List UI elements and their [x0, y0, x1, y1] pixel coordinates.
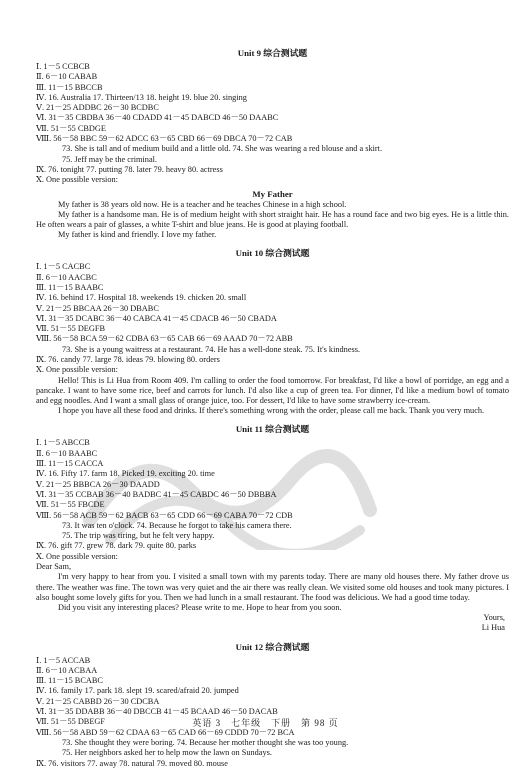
letter-sign-off: Yours,	[483, 613, 505, 623]
answer-line: 73. She is tall and of medium build and a little old. 74. She was wearing a red blouse and a skirt.	[62, 144, 383, 154]
answer-line: Ⅶ. 51－55 FBCDE	[36, 500, 105, 510]
answer-line: Ⅳ. 16. Australia 17. Thirteen/13 18. height 19. blue 20. singing	[36, 92, 247, 102]
answer-line: Ⅵ. 31－35 DCABC 36－40 CABCA 41－45 CDACB 46－50 CBADA	[36, 313, 277, 323]
essay-paragraph: My father is a handsome man. He is of medium height with short straight hair. He has a round face and two big eyes. He is a little thin. He often wears a pair of glasses, a white T-shirt and blue jeans. He is good at playing football.	[36, 209, 509, 229]
answer-line: Ⅸ. 76. visitors 77. away 78. natural 79. moved 80. mouse	[36, 758, 228, 768]
essay-paragraph: I'm very happy to hear from you. I visited a small town with my parents today. There are many old houses there. My father drove us there. The weather was fine. The town was very quiet and the air there was really clean. We visited some old houses and took many pictures. I also bought some lovely gifts for you. Then we had lunch in a small restaurant. The food was delicious. We had a good time today.	[36, 572, 509, 602]
answer-line: Ⅵ. 31－35 CCBAB 36－40 BADBC 41－45 CABDC 46－50 DBBBA	[36, 489, 277, 499]
answer-line: Ⅳ. 16. Fifty 17. farm 18. Picked 19. exciting 20. time	[36, 469, 215, 479]
unit12-answers	[36, 656, 509, 769]
answer-line: Ⅴ. 21－25 BBBCA 26－30 DAADD	[36, 479, 160, 489]
letter-signature: Li Hua	[481, 623, 505, 633]
letter-greeting: Dear Sam,	[36, 562, 72, 572]
answer-line: Ⅰ. 1－5 ABCCB	[36, 438, 90, 448]
essay-paragraph: My father is 38 years old now. He is a teacher and he teaches Chinese in a high school.	[58, 199, 347, 209]
essay-paragraph: Did you visit any interesting places? Please write to me. Hope to hear from you soon.	[58, 602, 342, 612]
watermark-graphic	[80, 430, 380, 550]
unit11-essay	[36, 572, 509, 633]
page-footer: 英语 3 七年级 下册 第 98 页	[192, 718, 339, 728]
answer-line: Ⅶ. 51－55 DBEGF	[36, 717, 106, 727]
unit10-answers	[36, 262, 509, 375]
answer-line: Ⅱ. 6－10 BAABC	[36, 448, 98, 458]
answer-line: Ⅶ. 51－55 DEGFB	[36, 324, 106, 334]
answer-line: Ⅰ. 1－5 ACCAB	[36, 655, 91, 665]
answer-line: Ⅰ. 1－5 CACBC	[36, 262, 91, 272]
answer-line: Ⅷ. 56－58 ABD 59－62 CDAA 63－65 CAD 66－69 CDDD 70－72 BCA	[36, 727, 295, 737]
answer-line: Ⅴ. 21－25 BBCAA 26－30 DBABC	[36, 303, 159, 313]
answer-line: Ⅸ. 76. candy 77. large 78. ideas 79. blowing 80. orders	[36, 355, 220, 365]
answer-line: Ⅴ. 21－25 CABBD 26－30 CDCBA	[36, 696, 160, 706]
answer-line: Ⅴ. 21－25 ADDBC 26－30 BCDBC	[36, 103, 159, 113]
answer-line: Ⅱ. 6－10 CABAB	[36, 72, 98, 82]
answer-line: Ⅹ. One possible version:	[36, 551, 118, 561]
answer-line: Ⅳ. 16. family 17. park 18. slept 19. scared/afraid 20. jumped	[36, 686, 239, 696]
essay-paragraph: I hope you have all these food and drinks. If there's something wrong with the order, please call me back. Thank you very much.	[58, 406, 485, 416]
answer-line: Ⅵ. 31－35 DDABB 36－40 DBCCB 41－45 BCAAD 46－50 DACAB	[36, 707, 278, 717]
essay-paragraph: Hello! This is Li Hua from Room 409. I'm calling to order the food tomorrow. For breakfast, I'd like a bowl of porridge, an egg and a pancake. I want to have some rice, beef and carrots for lunch. I'd also like a cup of green tea. For dinner, I'd like a medium bowl of tomato and egg noodles. And I want a small glass of orange juice, too. For dessert, I'd like to have some strawberry ice-cream.	[36, 375, 509, 406]
answer-line: Ⅵ. 31－35 CBDBA 36－40 CDADD 41－45 DABCD 46－50 DAABC	[36, 113, 279, 123]
unit11-title: Unit 11 综合测试题	[235, 424, 310, 435]
answer-line: Ⅲ. 11－15 BAABC	[36, 282, 104, 292]
answer-line: 73. It was ten o'clock. 74. Because he forgot to take his camera there.	[62, 520, 292, 530]
answer-line: Ⅶ. 51－55 CBDGE	[36, 123, 106, 133]
answer-line: Ⅲ. 11－15 CACCA	[36, 459, 104, 469]
answer-line: Ⅳ. 16. behind 17. Hospital 18. weekends 19. chicken 20. small	[36, 293, 247, 303]
answer-line: Ⅷ. 56－58 BBC 59－62 ADCC 63－65 CBD 66－69 DBCA 70－72 CAB	[36, 134, 293, 144]
answer-line: Ⅷ. 56－58 BCA 59－62 CDBA 63－65 CAB 66－69 AAAD 70－72 ABB	[36, 334, 293, 344]
essay-paragraph: My father is kind and friendly. I love my father.	[58, 230, 217, 240]
answer-line: Ⅹ. One possible version:	[36, 365, 118, 375]
unit10-essay	[36, 376, 509, 417]
unit12-title: Unit 12 综合测试题	[235, 641, 310, 652]
essay-title: My Father	[252, 188, 293, 199]
answer-line: 75. The trip was tiring, but he felt very happy.	[62, 531, 215, 541]
answer-line: Ⅸ. 76. gift 77. grew 78. dark 79. quite 80. parks	[36, 541, 197, 551]
answer-line: Ⅲ. 11－15 BCABC	[36, 676, 103, 686]
unit10-title: Unit 10 综合测试题	[235, 248, 310, 259]
answer-line: 75. Jeff may be the criminal.	[62, 154, 158, 164]
answer-line: Ⅲ. 11－15 BBCCB	[36, 82, 103, 92]
answer-line: Ⅱ. 6－10 ACBAA	[36, 665, 98, 675]
answer-line: 75. Her neighbors asked her to help mow the lawn on Sundays.	[62, 748, 272, 758]
answer-line: 73. She thought they were boring. 74. Because her mother thought she was too young.	[62, 737, 349, 747]
answer-line: Ⅰ. 1－5 CCBCB	[36, 62, 90, 71]
unit9-title: Unit 9 综合测试题	[237, 48, 308, 58]
answer-line: Ⅹ. One possible version:	[36, 175, 118, 185]
unit9-answers	[36, 62, 509, 186]
unit9-essay	[36, 200, 509, 241]
answer-line: Ⅸ. 76. tonight 77. putting 78. later 79. heavy 80. actress	[36, 164, 223, 174]
answer-line: 73. She is a young waitress at a restaurant. 74. He has a well-done steak. 75. It's kindness.	[62, 344, 361, 354]
answer-line: Ⅷ. 56－58 ACB 59－62 BACB 63－65 CDD 66－69 CABA 70－72 CDB	[36, 510, 293, 520]
answer-line: Ⅱ. 6－10 AACBC	[36, 272, 97, 282]
